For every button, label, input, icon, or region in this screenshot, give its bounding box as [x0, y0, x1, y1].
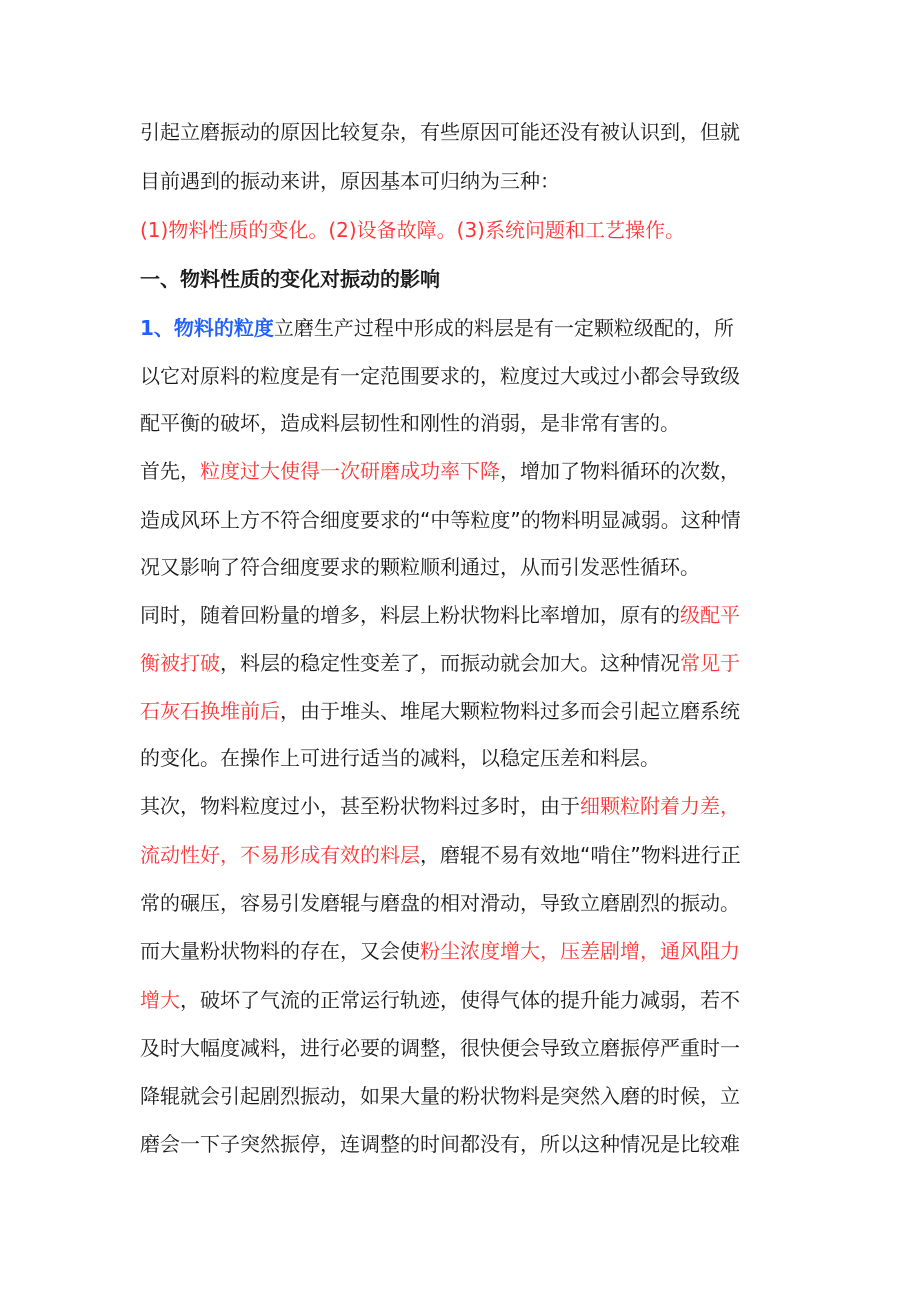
p4-line-5 [140, 985, 740, 1015]
section-title [140, 264, 440, 294]
text-span: 磨会一下子突然振停，连调整的时间都没有，所以这种情况是比较难 [140, 1132, 740, 1156]
p1-line-3 [140, 408, 680, 438]
p4-line-8 [140, 1129, 740, 1159]
text-span: 而大量粉状物料的存在，又会使 [140, 939, 420, 963]
text-span: 引起立磨振动的原因比较复杂，有些原因可能还没有被认识到，但就 [140, 120, 740, 144]
intro-line-2 [140, 166, 560, 196]
text-span: 况又影响了符合细度要求的颗粒顺利通过，从而引发恶性循环。 [140, 555, 700, 579]
text-span: 的变化。在操作上可进行适当的减料，以稳定压差和料层。 [140, 746, 660, 770]
p4-line-4 [140, 936, 740, 966]
text-span: 一、物料性质的变化对振动的影响 [140, 267, 440, 291]
text-span: 配平衡的破坏，造成料层韧性和刚性的消弱，是非常有害的。 [140, 411, 680, 435]
causes-line [140, 215, 685, 245]
text-span: 同时，随着回粉量的增多，料层上粉状物料比率增加，原有的 [140, 603, 680, 627]
p1-line-1 [140, 313, 734, 343]
text-span: 及时大幅度减料，进行必要的调整，很快便会导致立磨振停严重时一 [140, 1036, 740, 1060]
p2-line-3 [140, 552, 700, 582]
p3-line-1 [140, 600, 740, 630]
p4-line-3 [140, 888, 740, 918]
p4-line-1 [140, 791, 740, 821]
p2-line-2 [140, 505, 741, 535]
highlight-text: 细颗粒附着力差， [580, 794, 740, 818]
text-span: ，增加了物料循环的次数， [500, 459, 740, 483]
text-span: ，破坏了气流的正常运行轨迹，使得气体的提升能力减弱，若不 [180, 988, 740, 1012]
highlight-text: 石灰石换堆前后 [140, 699, 280, 723]
highlight-text: 衡被打破 [140, 651, 220, 675]
text-span: 以它对原料的粒度是有一定范围要求的，粒度过大或过小都会导致级 [140, 364, 740, 388]
subheading: 1、物料的粒度 [140, 316, 274, 340]
text-span: 常的碾压，容易引发磨辊与磨盘的相对滑动，导致立磨剧烈的振动。 [140, 891, 740, 915]
highlight-text: 流动性好，不易形成有效的料层 [140, 843, 420, 867]
p2-line-1 [140, 456, 740, 486]
text-span: ，由于堆头、堆尾大颗粒物料过多而会引起立磨系统 [280, 699, 740, 723]
text-span: ，料层的稳定性变差了，而振动就会加大。这种情况 [220, 651, 680, 675]
p4-line-2 [140, 840, 741, 870]
text-span: (1)物料性质的变化。(2)设备故障。(3)系统问题和工艺操作。 [140, 218, 685, 242]
p4-line-7 [140, 1081, 740, 1111]
text-span: 造成风环上方不符合细度要求的“中等粒度”的物料明显减弱。这种情 [140, 508, 741, 532]
p1-line-2 [140, 361, 740, 391]
p4-line-6 [140, 1033, 740, 1063]
highlight-text: 粒度过大使得一次研磨成功率下降 [200, 459, 500, 483]
text-span: 其次，物料粒度过小，甚至粉状物料过多时，由于 [140, 794, 580, 818]
highlight-text: 增大 [140, 988, 180, 1012]
text-span: 目前遇到的振动来讲，原因基本可归纳为三种： [140, 169, 560, 193]
text-span: 降辊就会引起剧烈振动，如果大量的粉状物料是突然入磨的时候，立 [140, 1084, 740, 1108]
highlight-text: 级配平 [680, 603, 740, 627]
p3-line-4 [140, 743, 660, 773]
p3-line-2 [140, 648, 740, 678]
text-span: 立磨生产过程中形成的料层是有一定颗粒级配的，所 [273, 316, 734, 340]
text-span: ，磨辊不易有效地“啃住”物料进行正 [420, 843, 741, 867]
text-span: 首先， [140, 459, 200, 483]
intro-line-1 [140, 117, 740, 147]
highlight-text: 粉尘浓度增大，压差剧增，通风阻力 [420, 939, 740, 963]
p3-line-3 [140, 696, 740, 726]
highlight-text: 常见于 [680, 651, 740, 675]
